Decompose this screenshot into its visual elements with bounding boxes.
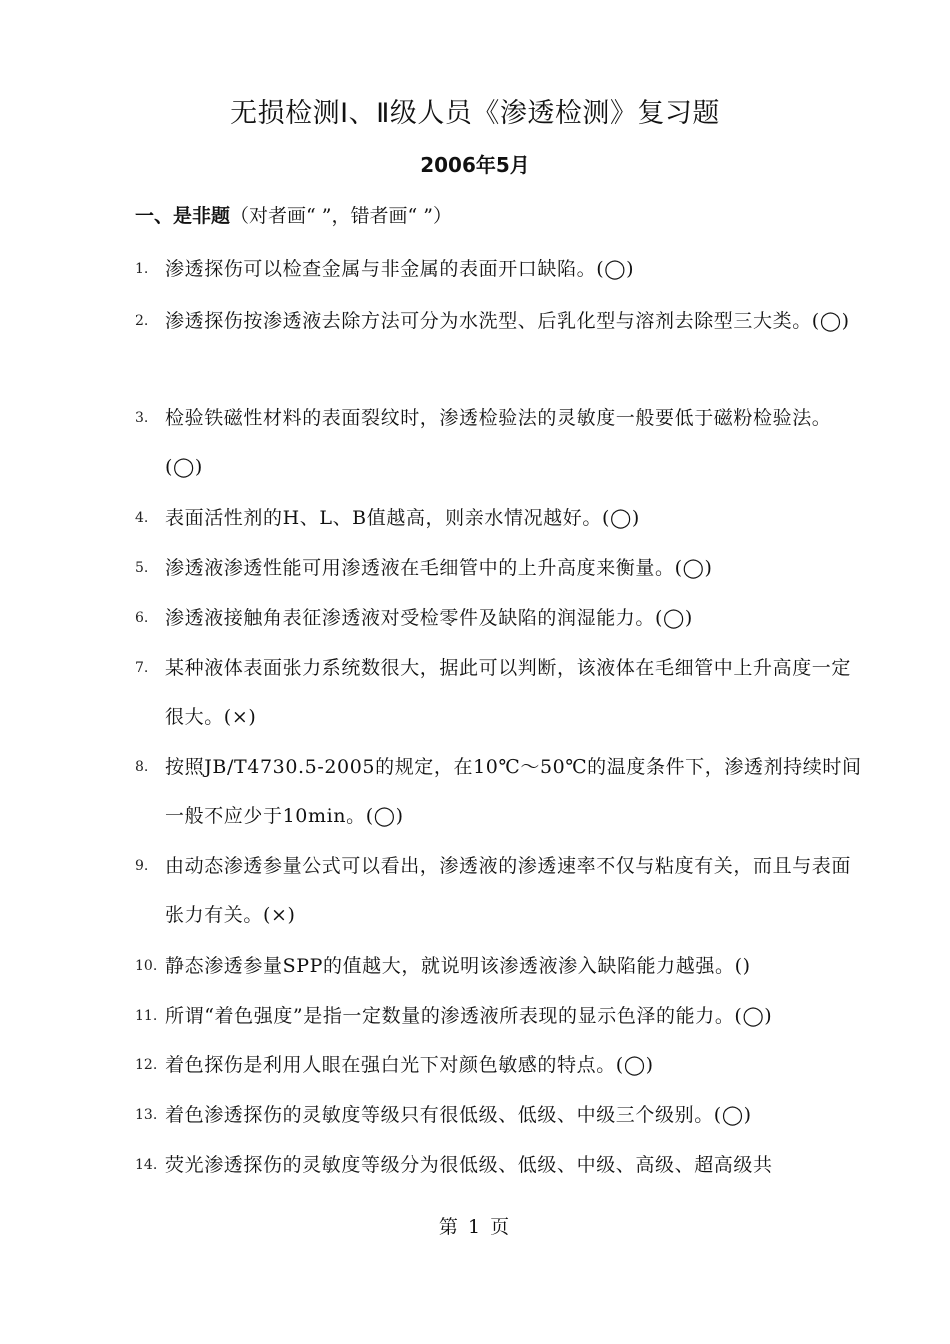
question-text: 由动态渗透参量公式可以看出，渗透液的渗透速率不仅与粘度有关，而且与表面张力有关。(×) [165, 855, 852, 926]
question-number: 7. [135, 660, 149, 676]
question-item [135, 1091, 865, 1140]
question-text: 着色探伤是利用人眼在强白光下对颜色敏感的特点。(◯) [165, 1054, 654, 1076]
question-text: 检验铁磁性材料的表面裂纹时，渗透检验法的灵敏度一般要低于磁粉检验法。(◯) [165, 407, 832, 478]
question-text: 渗透液渗透性能可用渗透液在毛细管中的上升高度来衡量。(◯) [165, 557, 713, 579]
question-text: 荧光渗透探伤的灵敏度等级分为很低级、低级、中级、高级、超高级共 [165, 1154, 773, 1176]
question-text: 渗透液接触角表征渗透液对受检零件及缺陷的润湿能力。(◯) [165, 607, 693, 629]
question-text: 渗透探伤按渗透液去除方法可分为水洗型、后乳化型与溶剂去除型三大类。(◯) [165, 310, 850, 332]
question-number: 4. [135, 510, 149, 526]
question-number: 12. [135, 1057, 158, 1073]
question-number: 14. [135, 1157, 158, 1173]
question-number: 13. [135, 1107, 158, 1123]
question-item [135, 494, 865, 543]
question-item [135, 544, 865, 593]
question-number: 6. [135, 610, 149, 626]
question-item [135, 394, 865, 492]
question-text: 某种液体表面张力系统数很大，据此可以判断，该液体在毛细管中上升高度一定很大。(×) [165, 657, 852, 728]
question-text: 静态渗透参量SPP的值越大，就说明该渗透液渗入缺陷能力越强。() [165, 955, 751, 977]
document-title: 无损检测Ⅰ、Ⅱ级人员《渗透检测》复习题 [230, 98, 720, 129]
question-item [135, 245, 865, 294]
question-number: 9. [135, 858, 149, 874]
question-item [135, 743, 865, 841]
section-heading [135, 199, 452, 233]
question-text: 所谓“着色强度”是指一定数量的渗透液所表现的显示色泽的能力。(◯) [165, 1005, 773, 1027]
question-number: 1. [135, 261, 149, 277]
page-number: 第 1 页 [438, 1216, 512, 1238]
question-number: 10. [135, 958, 158, 974]
question-number: 2. [135, 313, 149, 329]
question-number: 3. [135, 410, 149, 426]
question-number: 8. [135, 759, 149, 775]
question-text: 着色渗透探伤的灵敏度等级只有很低级、低级、中级三个级别。(◯) [165, 1104, 752, 1126]
question-item [135, 992, 865, 1041]
question-item [135, 644, 865, 742]
question-number: 11. [135, 1008, 158, 1024]
question-item [135, 297, 865, 346]
document-date: 2006年5月 [420, 153, 530, 177]
question-item [135, 1141, 865, 1190]
question-item [135, 942, 865, 991]
question-number: 5. [135, 560, 149, 576]
section-heading-label: 一、是非题 [135, 205, 231, 227]
question-text: 按照JB/T4730.5-2005的规定，在10℃～50℃的温度条件下，渗透剂持续时间一般不应少于10min。(◯) [165, 756, 862, 827]
question-item [135, 594, 865, 643]
question-item [135, 1041, 865, 1090]
section-instruction: （对者画“ ”，错者画“ ”） [230, 205, 452, 227]
question-item [135, 842, 865, 940]
question-text: 渗透探伤可以检查金属与非金属的表面开口缺陷。(◯) [165, 258, 635, 280]
question-text: 表面活性剂的H、L、B值越高，则亲水情况越好。(◯) [165, 507, 640, 529]
